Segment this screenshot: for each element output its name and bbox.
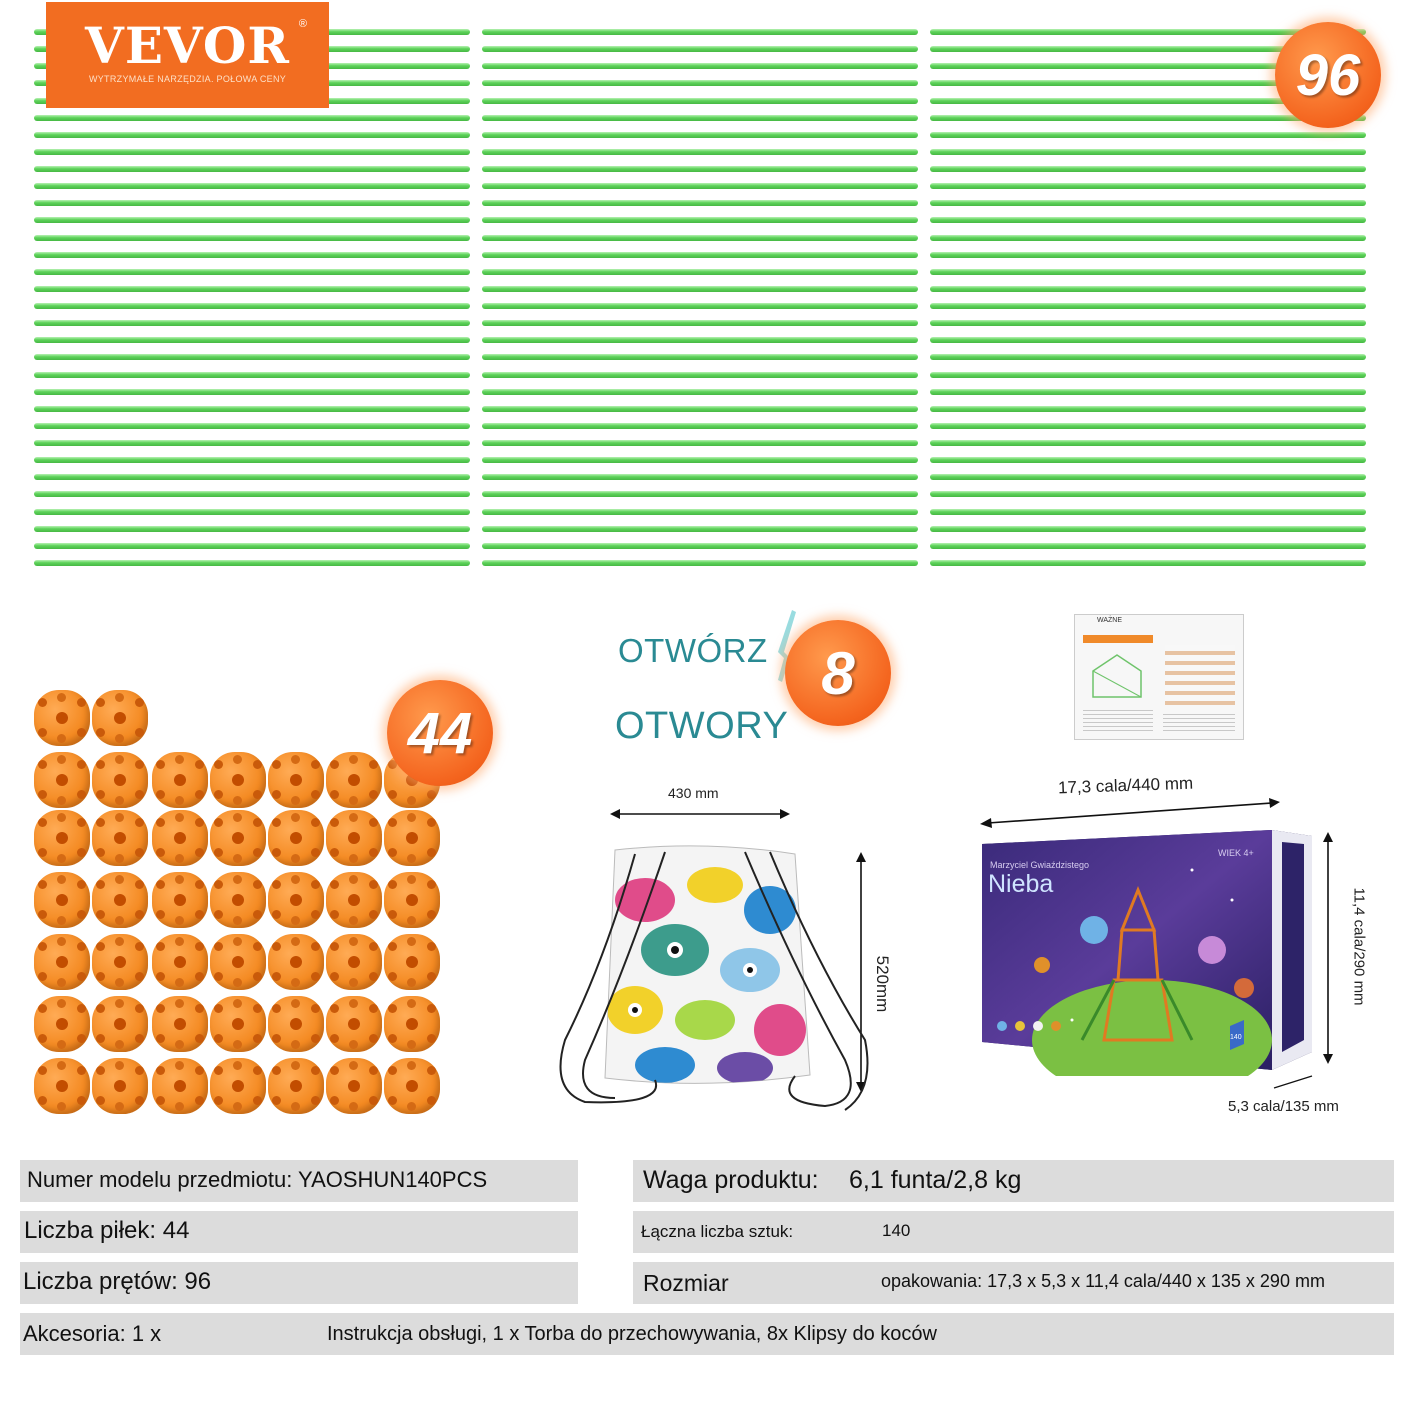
connector-ball [34, 752, 90, 808]
stick [930, 389, 1366, 395]
spec-weight-value: 6,1 funta/2,8 kg [849, 1166, 1022, 1194]
stick [930, 337, 1366, 343]
stick [34, 320, 470, 326]
stick [482, 46, 918, 52]
connector-ball [152, 1058, 208, 1114]
stick [34, 372, 470, 378]
stick [34, 389, 470, 395]
stick [34, 543, 470, 549]
connector-ball [34, 934, 90, 990]
holes-label-line2: OTWORY [615, 705, 789, 747]
connector-ball [152, 810, 208, 866]
stick [482, 372, 918, 378]
connector-ball [268, 934, 324, 990]
stick [34, 217, 470, 223]
connector-ball [326, 1058, 382, 1114]
balls-count-badge [387, 680, 493, 786]
spec-weight-label: Waga produktu: [643, 1166, 819, 1194]
holes-count-badge [785, 620, 891, 726]
spec-size-value: opakowania: 17,3 x 5,3 x 11,4 cala/440 x 135 x 290 mm [881, 1271, 1325, 1291]
connector-ball [92, 934, 148, 990]
connector-ball [34, 1058, 90, 1114]
manual-title: WAŻNE [1097, 617, 1123, 624]
box-subtitle: Marzyciel Gwiaździstego [990, 860, 1090, 870]
stick [482, 235, 918, 241]
stick [930, 474, 1366, 480]
stick [482, 115, 918, 121]
balls-count: 44 [407, 700, 473, 766]
stick [34, 269, 470, 275]
stick [482, 269, 918, 275]
stick [930, 149, 1366, 155]
connector-ball [210, 752, 266, 808]
connector-ball [268, 752, 324, 808]
stick [482, 98, 918, 104]
connector-ball [152, 934, 208, 990]
stick [930, 372, 1366, 378]
box-depth-label: 5,3 cala/135 mm [1228, 1098, 1339, 1115]
stick [34, 200, 470, 206]
stick [34, 509, 470, 515]
connector-ball [92, 810, 148, 866]
stick [930, 491, 1366, 497]
stick [34, 457, 470, 463]
stick [34, 166, 470, 172]
stick [482, 491, 918, 497]
connector-ball [326, 752, 382, 808]
stick [482, 474, 918, 480]
registered-mark: ® [298, 18, 307, 30]
holes-count: 8 [821, 639, 855, 707]
box-pieces-badge: 140 [1230, 1034, 1242, 1041]
connector-ball [326, 996, 382, 1052]
connector-ball [326, 934, 382, 990]
brand-name: VEVOR [85, 16, 290, 75]
sticks-column-2 [482, 28, 918, 576]
connector-ball [268, 1058, 324, 1114]
connector-ball [268, 810, 324, 866]
sticks-count: 96 [1295, 42, 1361, 108]
connector-ball [268, 996, 324, 1052]
connector-ball [34, 872, 90, 928]
stick [930, 406, 1366, 412]
stick [34, 115, 470, 121]
sticks-column-1 [34, 28, 470, 576]
connector-ball [384, 810, 440, 866]
connector-ball [268, 872, 324, 928]
spec-model: Numer modelu przedmiotu: YAOSHUN140PCS [27, 1167, 488, 1192]
stick [482, 560, 918, 566]
holes-label-line1: OTWÓRZ [618, 632, 768, 669]
connector-ball [92, 872, 148, 928]
connector-ball [210, 1058, 266, 1114]
connector-ball [34, 690, 90, 746]
stick [482, 80, 918, 86]
stick [930, 440, 1366, 446]
instruction-manual-image [1074, 614, 1244, 740]
stick [482, 200, 918, 206]
stick [930, 457, 1366, 463]
stick [34, 423, 470, 429]
box-length-arrow [980, 795, 1280, 831]
bag-width-arrow [610, 806, 790, 822]
stick [930, 269, 1366, 275]
stick [482, 132, 918, 138]
stick [482, 406, 918, 412]
stick [482, 29, 918, 35]
connector-ball [210, 996, 266, 1052]
stick [34, 149, 470, 155]
stick [930, 183, 1366, 189]
connector-ball [384, 996, 440, 1052]
stick [482, 320, 918, 326]
stick [34, 560, 470, 566]
stick [930, 166, 1366, 172]
stick [930, 303, 1366, 309]
stick [482, 183, 918, 189]
spec-accessories-value: Instrukcja obsługi, 1 x Torba do przechowywania, 8x Klipsy do koców [327, 1323, 937, 1345]
stick [482, 252, 918, 258]
connector-ball [384, 934, 440, 990]
stick [482, 217, 918, 223]
spec-total-value: 140 [882, 1221, 911, 1240]
box-height-label: 11,4 cala/290 mm [1350, 887, 1368, 1006]
bag-height-label: 520mm [873, 955, 892, 1013]
stick [930, 200, 1366, 206]
stick [34, 337, 470, 343]
connector-ball [152, 996, 208, 1052]
box-length-label: 17,3 cala/440 mm [1057, 773, 1194, 798]
connector-ball [326, 872, 382, 928]
connector-ball [34, 996, 90, 1052]
stick [34, 286, 470, 292]
box-title: Nieba [988, 870, 1054, 898]
stick [482, 354, 918, 360]
stick [482, 337, 918, 343]
stick [482, 303, 918, 309]
stick [482, 286, 918, 292]
stick [482, 440, 918, 446]
stick [930, 286, 1366, 292]
stick [34, 406, 470, 412]
bag-width-label: 430 mm [668, 785, 719, 801]
spec-total-label: Łączna liczba sztuk: [641, 1222, 794, 1241]
stick [482, 149, 918, 155]
spec-accessories-label: Akcesoria: 1 x [23, 1321, 162, 1346]
product-box-image [982, 830, 1312, 1076]
stick [930, 235, 1366, 241]
connector-ball [152, 752, 208, 808]
stick [34, 526, 470, 532]
stick [482, 166, 918, 172]
stick [930, 543, 1366, 549]
stick [34, 474, 470, 480]
stick [482, 509, 918, 515]
stick [34, 303, 470, 309]
connector-ball [384, 1058, 440, 1114]
spec-balls: Liczba piłek: 44 [24, 1217, 190, 1244]
stick [930, 423, 1366, 429]
stick [34, 440, 470, 446]
stick [482, 63, 918, 69]
stick [482, 457, 918, 463]
connector-ball [34, 810, 90, 866]
spec-size-label: Rozmiar [643, 1270, 729, 1296]
box-height-arrow [1320, 832, 1336, 1064]
connector-ball [210, 872, 266, 928]
connector-ball [152, 872, 208, 928]
stick [34, 132, 470, 138]
sticks-count-badge [1275, 22, 1381, 128]
stick [930, 132, 1366, 138]
stick [34, 235, 470, 241]
brand-tagline: WYTRZYMAŁE NARZĘDZIA. POŁOWA CENY [88, 74, 287, 84]
stick [930, 217, 1366, 223]
stick [930, 526, 1366, 532]
stick [34, 354, 470, 360]
stick [482, 423, 918, 429]
stick [930, 252, 1366, 258]
stick [930, 560, 1366, 566]
spec-sticks: Liczba prętów: 96 [23, 1268, 212, 1295]
connector-ball [384, 872, 440, 928]
stick [34, 491, 470, 497]
stick [482, 526, 918, 532]
stick [930, 320, 1366, 326]
connector-ball [326, 810, 382, 866]
connector-ball [210, 810, 266, 866]
stick [482, 389, 918, 395]
connector-ball [92, 1058, 148, 1114]
vevor-logo [46, 2, 329, 108]
stick [482, 543, 918, 549]
connector-ball [92, 996, 148, 1052]
box-age: WIEK 4+ [1218, 848, 1254, 858]
stick [930, 509, 1366, 515]
stick [930, 354, 1366, 360]
connector-ball [210, 934, 266, 990]
stick [34, 252, 470, 258]
connector-ball [92, 690, 148, 746]
drawstring-bag-image [545, 840, 875, 1130]
connector-ball [92, 752, 148, 808]
stick [34, 183, 470, 189]
